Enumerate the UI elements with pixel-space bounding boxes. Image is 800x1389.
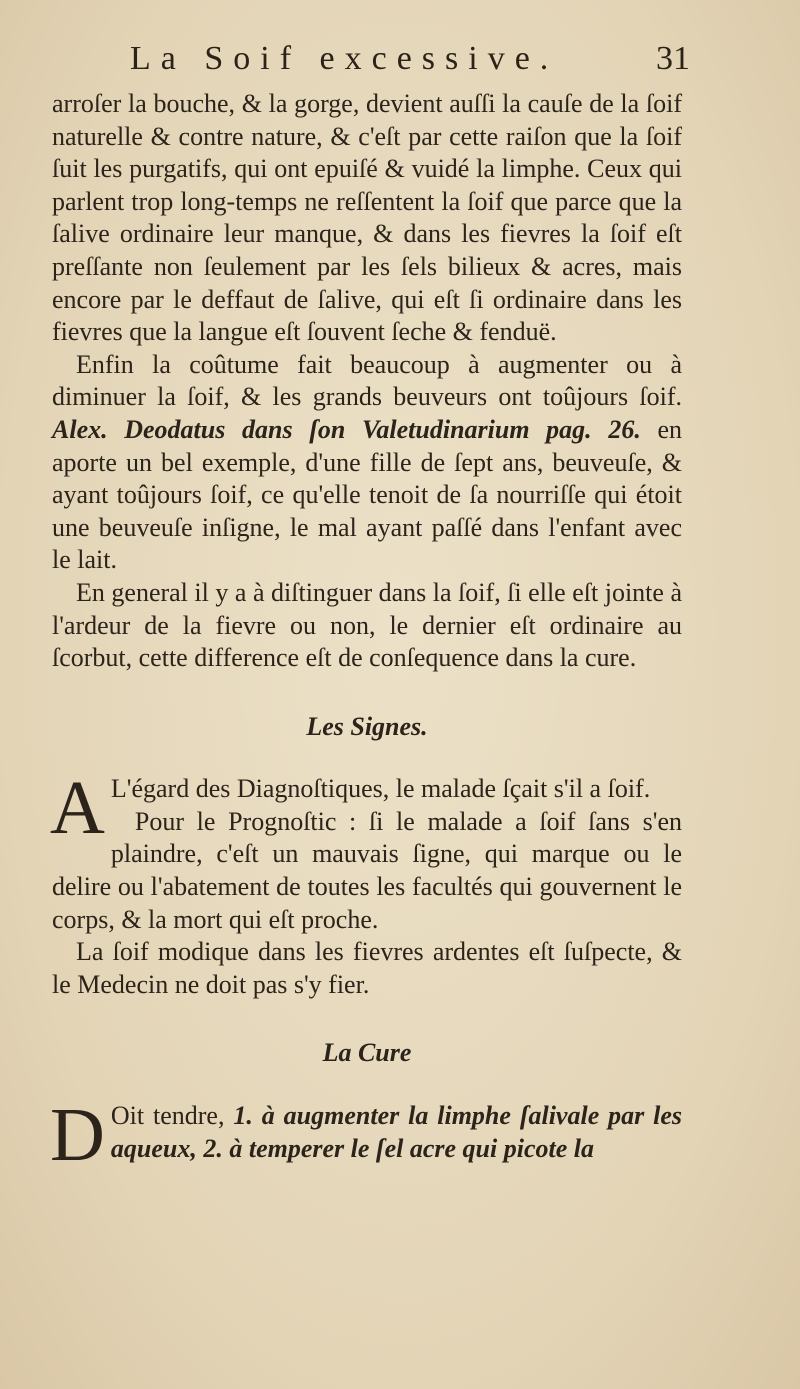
- signes-paragraph-1-text: L'égard des Diagnoſtiques, le malade ſçait s'il a ſoif.: [110, 774, 651, 804]
- citation: Alex. Deodatus dans ſon Valetudinarium pag. 26.: [52, 414, 641, 444]
- signes-paragraph-2: Pour le Prognoſtic : ſi le malade a ſoif ſans s'en plaindre, c'eſt un mauvais ſigne, qui marque ou le delire ou l'abatement de toutes les facultés qui gouvernent le corps, & la mort qui eſt proche.: [52, 806, 682, 934]
- running-header: [130, 40, 690, 90]
- drop-cap-a: A: [50, 766, 105, 851]
- section-heading-signes: Les Signes.: [306, 711, 428, 741]
- cure-text-italic: 1. à augmenter la limphe ſalivale par les aqueux, 2. à temperer le ſel acre qui picote la: [110, 1101, 683, 1163]
- paragraph-2-text-b: en aporte un bel exemple, d'une fille de ſept ans, beuveuſe, & ayant toûjours ſoif, ce qu'elle tenoit de ſa nourriſſe qui étoit une beuveuſe inſigne, le mal ayant paſſé dans l'enfant avec le lait.: [52, 414, 683, 575]
- page-number: 31: [656, 40, 690, 77]
- section-heading-cure: La Cure: [322, 1038, 412, 1068]
- drop-cap-d: D: [50, 1093, 105, 1178]
- paragraph-2: [52, 349, 682, 577]
- running-title: La Soif excessive.: [130, 40, 559, 77]
- page-body: [50, 88, 683, 1178]
- paragraph-1: arroſer la bouche, & la gorge, devient auſſi la cauſe de la ſoif naturelle & contre nature, & c'eſt par cette raiſon que la ſoif ſuit les purgatifs, qui ont epuiſé & vuidé la limphe. Ceux qui parlent trop long-temps ne reſſentent la ſoif que parce que la ſalive ordinaire leur manque, & dans les fievres la ſoif eſt preſſante non ſeulement par les ſels bilieux & acres, mais encore par le deffaut de ſalive, qui eſt ſi ordinaire dans les fievres que la langue eſt ſouvent ſeche & fenduë.: [52, 89, 682, 347]
- signes-paragraph-1: [50, 766, 682, 851]
- cure-paragraph: [50, 1093, 683, 1178]
- paragraph-3: En general il y a à diſtinguer dans la ſoif, ſi elle eſt jointe à l'ardeur de la fievre ou non, le dernier eſt ordinaire au ſcorbut, cette difference eſt de conſequence dans la cure.: [52, 577, 682, 673]
- paragraph-2-text-a: Enfin la coûtume fait beaucoup à augmenter ou à diminuer la ſoif, & les grands beuveurs ont toûjours ſoif.: [52, 349, 682, 412]
- cure-text-a: Oit tendre,: [110, 1101, 225, 1131]
- signes-paragraph-3: La ſoif modique dans les fievres ardentes eſt ſuſpecte, & le Medecin ne doit pas s'y fier.: [52, 937, 682, 999]
